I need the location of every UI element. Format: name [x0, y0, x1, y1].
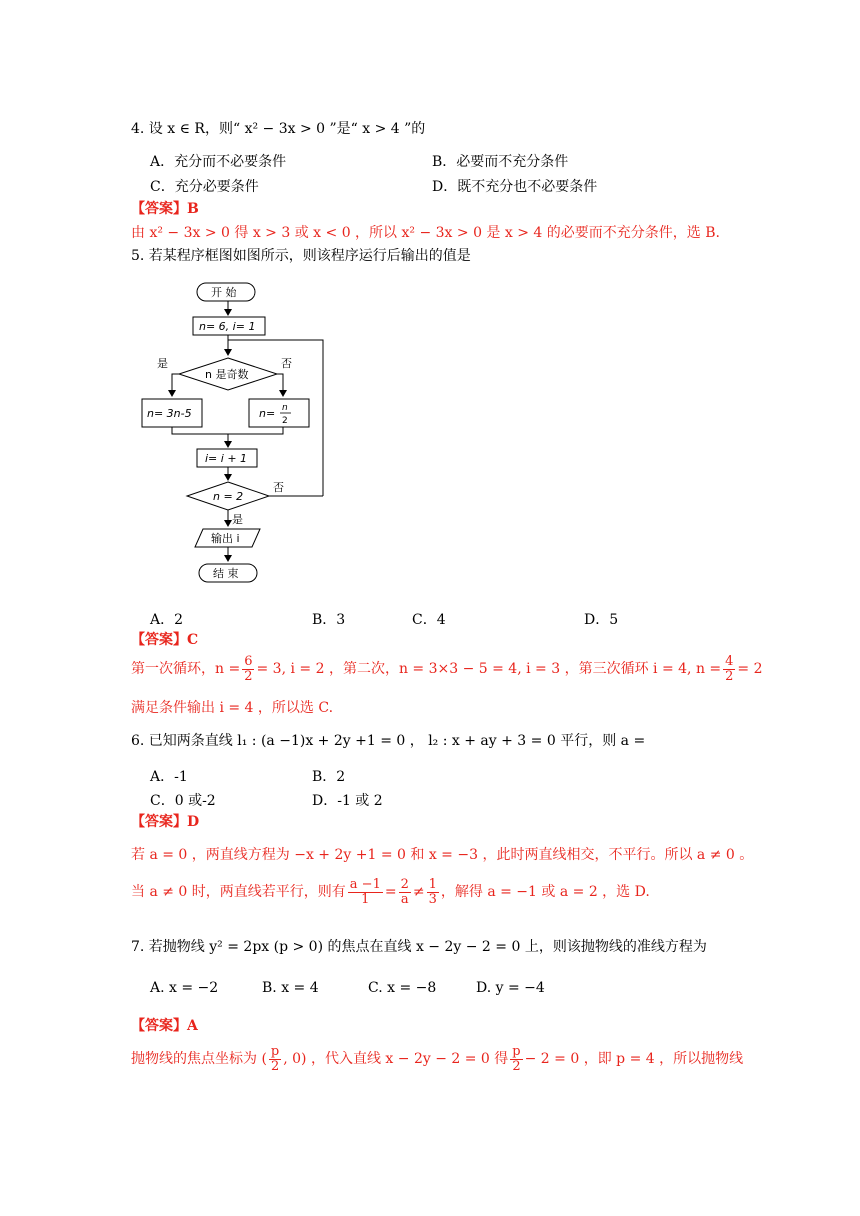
q5-sol-part2: = 3, i = 2 ，第二次，n = 3×3 − 5 = 4, i = 3 ，第三次循环 i = 4, n = [256, 661, 722, 678]
q5-option-b: B．3 [312, 612, 346, 628]
q4-option-b: B．必要而不充分条件 [432, 154, 569, 170]
q6-solution-line2 [131, 878, 650, 908]
flowchart-init-label: n= 6, i= 1 [199, 320, 256, 333]
q6-option-b: B．2 [312, 769, 346, 785]
q7-option-a: A. x = −2 [150, 980, 219, 996]
q7-sol-c: − 2 = 0 ，即 p = 4 ，所以抛物线 [524, 1051, 744, 1068]
q7-sol-frac1: $\frac{p}{2}$ [270, 1044, 280, 1075]
q7-sol-b: , 0) ，代入直线 x − 2y − 2 = 0 得 [283, 1051, 509, 1068]
flowchart-yes1-label: 是 [157, 357, 168, 370]
q7-option-b: B. x = 4 [262, 980, 319, 996]
q4-option-c: C．充分必要条件 [150, 179, 259, 195]
q6-sol-a: 当 a ≠ 0 时，两直线若平行，则有 [131, 884, 346, 901]
q7-answer: 【答案】A [131, 1018, 198, 1034]
flowchart-increment-label: i= i + 1 [205, 452, 248, 465]
q6-sol-neq: ≠ [412, 884, 425, 901]
q7-option-d: D. y = −4 [476, 980, 545, 996]
q7-solution [131, 1045, 743, 1075]
q6-sol-frac1: $\frac{a -1}{1}$ [349, 877, 381, 908]
flowchart-output-label: 输出 i [211, 532, 240, 545]
flowchart-even-branch-lhs: n= [259, 407, 276, 420]
q4-answer: 【答案】B [131, 201, 199, 217]
q6-answer: 【答案】D [131, 814, 200, 830]
q6-option-a: A．-1 [150, 769, 188, 785]
q7-sol-a: 抛物线的焦点坐标为 ( [131, 1051, 267, 1068]
q5-option-c: C．4 [412, 612, 446, 628]
q7-sol-frac2: $\frac{p}{2}$ [512, 1044, 521, 1075]
flowchart-no2-label: 否 [273, 481, 284, 494]
q6-option-d: D．-1 或 2 [312, 793, 383, 809]
flowchart-even-branch-box [249, 399, 309, 427]
q6-sol-eq: = [384, 884, 397, 901]
q6-sol-frac2: $\frac{2}{a}$ [400, 877, 409, 908]
flowchart [135, 278, 345, 588]
q7-option-c: C. x = −8 [368, 980, 437, 996]
flowchart-even-branch-den: 2 [282, 416, 288, 426]
q4-option-a: A．充分而不必要条件 [150, 154, 287, 170]
q6-sol-b: ，解得 a = −1 或 a = 2 ，选 D. [440, 884, 650, 901]
q5-sol-frac2: $\frac{4}{2}$ [725, 654, 734, 685]
q7-stem: 7. 若抛物线 y² = 2px (p > 0) 的焦点在直线 x − 2y − 2 = 0 上，则该抛物线的准线方程为 [131, 939, 707, 955]
q5-solution-line2: 满足条件输出 i = 4 ，所以选 C. [131, 700, 334, 716]
flowchart-start-label: 开 始 [211, 286, 237, 299]
q4-option-d: D．既不充分也不必要条件 [432, 179, 598, 195]
q6-solution-line1: 若 a = 0 ，两直线方程为 −x + 2y +1 = 0 和 x = −3 ，此时两直线相交，不平行。所以 a ≠ 0 。 [131, 847, 754, 863]
q5-answer: 【答案】C [131, 632, 199, 648]
flowchart-yes2-label: 是 [232, 513, 243, 526]
flowchart-cond2-label: n = 2 [213, 490, 244, 503]
flowchart-odd-branch-label: n= 3n-5 [147, 407, 192, 420]
q5-option-d: D．5 [584, 612, 619, 628]
q5-sol-part3: = 2 [737, 661, 763, 678]
flowchart-even-branch-num: n [282, 403, 288, 413]
q5-option-a: A．2 [150, 612, 184, 628]
q5-solution-line1 [131, 655, 763, 685]
flowchart-no1-label: 否 [281, 357, 292, 370]
q5-sol-frac1: $\frac{6}{2}$ [244, 654, 253, 685]
flowchart-cond1-label: n 是奇数 [205, 368, 249, 381]
q4-solution: 由 x² − 3x > 0 得 x > 3 或 x < 0 ，所以 x² − 3x > 0 是 x > 4 的必要而不充分条件，选 B. [131, 225, 720, 241]
q6-sol-frac3: $\frac{1}{3}$ [428, 877, 437, 908]
flowchart-end-label: 结 束 [213, 567, 239, 580]
q5-stem: 5. 若某程序框图如图所示，则该程序运行后输出的值是 [131, 248, 471, 264]
q6-stem: 6. 已知两条直线 l₁ : (a −1)x + 2y +1 = 0 ， l₂ : x + ay + 3 = 0 平行，则 a = [131, 733, 646, 749]
q6-option-c: C．0 或-2 [150, 793, 216, 809]
q4-stem: 4. 设 x ∈ R，则“ x² − 3x > 0 ”是“ x > 4 ”的 [131, 121, 426, 137]
q5-sol-part1: 第一次循环，n = [131, 661, 241, 678]
